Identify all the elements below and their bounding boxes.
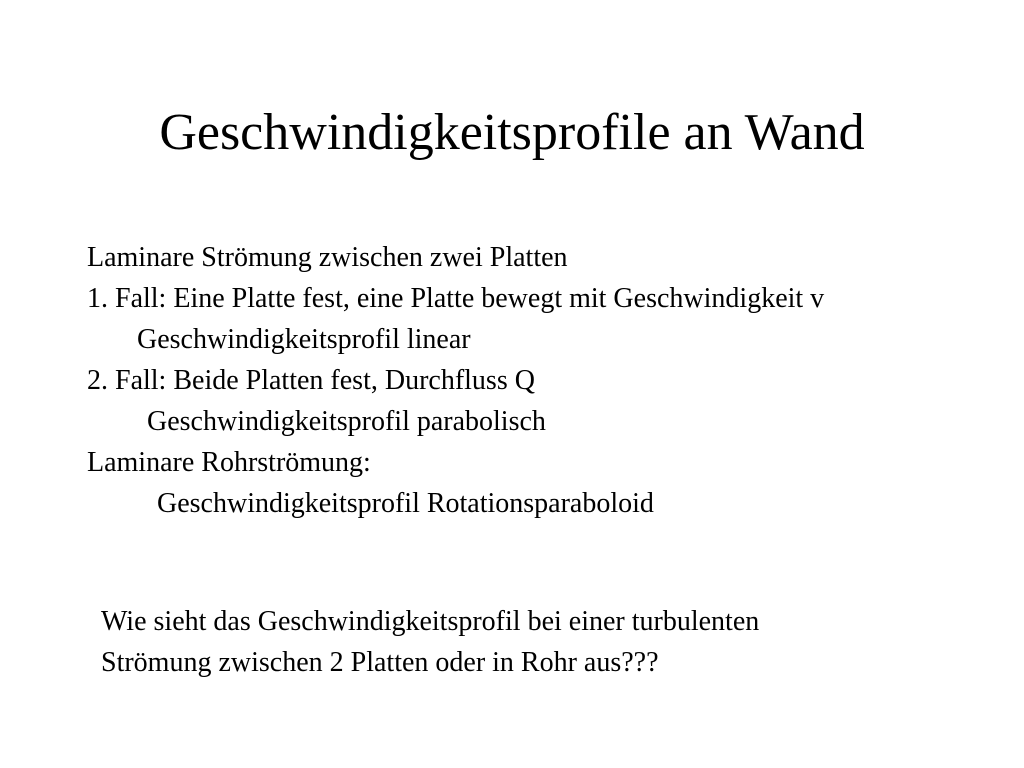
body-line-case-2-profile: Geschwindigkeitsprofil parabolisch: [147, 406, 546, 437]
question-line-1: Wie sieht das Geschwindigkeitsprofil bei einer turbulenten: [101, 606, 760, 637]
slide-title: Geschwindigkeitsprofile an Wand: [159, 104, 865, 161]
question-line-2: Strömung zwischen 2 Platten oder in Rohr aus???: [101, 647, 659, 678]
body-line-case-1: 1. Fall: Eine Platte fest, eine Platte bewegt mit Geschwindigkeit v: [87, 283, 825, 314]
body-line-pipe-flow: Laminare Rohrströmung:: [87, 447, 371, 478]
body-line-pipe-profile: Geschwindigkeitsprofil Rotationsparaboloid: [157, 488, 654, 519]
body-line-case-2: 2. Fall: Beide Platten fest, Durchfluss Q: [87, 365, 535, 396]
body-line-case-1-profile: Geschwindigkeitsprofil linear: [137, 324, 471, 355]
body-line-laminar-plates: Laminare Strömung zwischen zwei Platten: [87, 242, 568, 273]
